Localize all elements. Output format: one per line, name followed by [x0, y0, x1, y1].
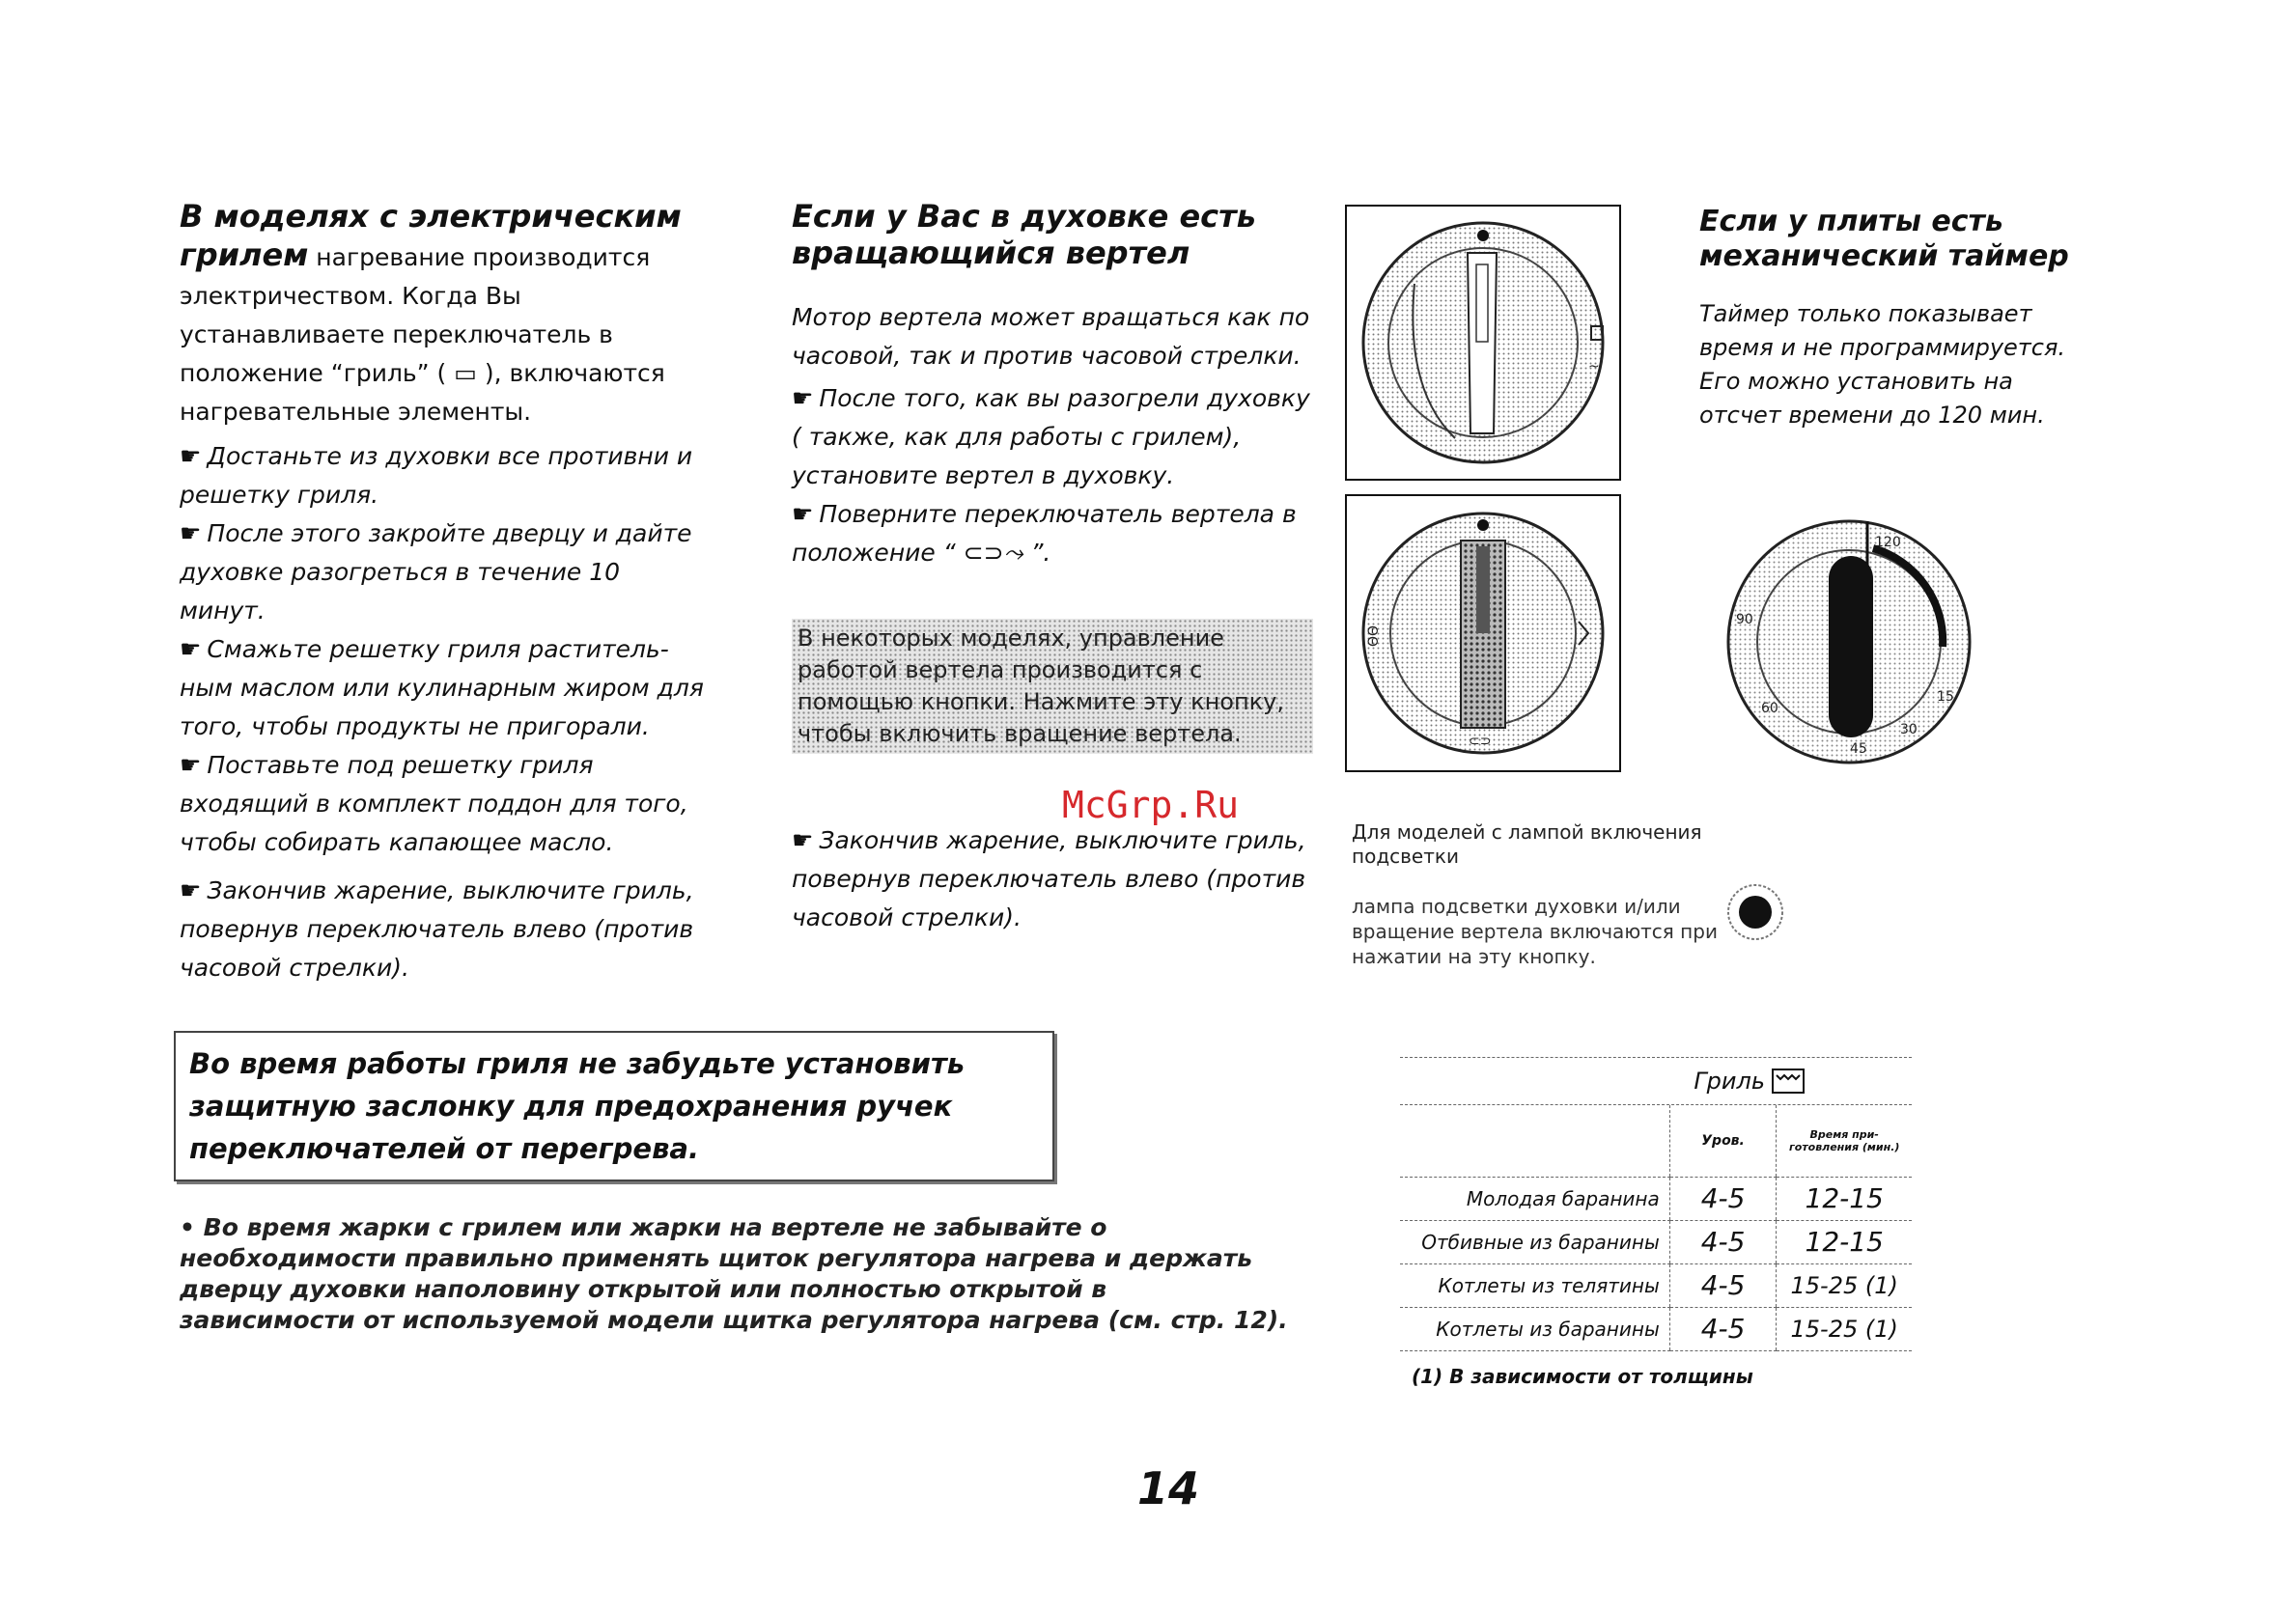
- grill-table-title: Гриль: [1694, 1068, 1765, 1095]
- timer-dial-icon: [1719, 512, 1979, 772]
- warning-box: [174, 1031, 1054, 1181]
- col1-bullet-3: ☛ Смажьте решетку гриля раститель-ным маслом или кулинарным жиром для того, чтобы продукты не пригорали.: [180, 635, 704, 740]
- table-row: Котлеты из баранины 4-5 15-25 (1): [1400, 1307, 1912, 1350]
- col2-shaded-note: В некоторых моделях, управление работой вертела производится с помощью кнопки. Нажмите эту кнопку, чтобы включить вращение вертела.: [792, 619, 1313, 754]
- timer-label-15: 15: [1937, 689, 1954, 705]
- grill-table-header: [1400, 1058, 1912, 1105]
- pointing-hand-icon: ☛: [180, 751, 202, 779]
- col1-bullet-4: ☛ Поставьте под решетку гриля входящий в комплект поддон для того, чтобы собирать капающее масло.: [180, 751, 688, 856]
- timer-label-90: 90: [1736, 612, 1753, 627]
- col1-bullet-5: ☛ Закончив жарение, выключите гриль, повернув переключатель влево (против часовой стрелки).: [180, 876, 694, 982]
- warning-text: Во время работы гриля не забудьте установить защитную заслонку для предохранения ручек переключателей от перегрева.: [189, 1047, 966, 1165]
- grill-table-footnote: (1) В зависимости от толщины: [1412, 1364, 1753, 1388]
- col2-bullet-1: ☛ После того, как вы разогрели духовку ( также, как для работы с грилем), установите вертел в духовку.: [792, 384, 1310, 489]
- col4-title: Если у плиты есть механический таймер: [1699, 205, 2069, 273]
- col2-bullet-2: ☛ Поверните переключатель вертела в положение “ ⊂⊃⤳ ”.: [792, 500, 1297, 567]
- grill-table-container: [1400, 1057, 1912, 1388]
- grill-table: [1400, 1105, 1912, 1351]
- pointing-hand-icon: ☛: [180, 635, 202, 663]
- col4-text: Таймер только показывает время и не программируется. Его можно установить на отсчет времени до 120 мин.: [1699, 300, 2066, 429]
- rotisserie-dial-icon: [1347, 496, 1619, 770]
- table-header-row: [1400, 1105, 1912, 1177]
- grill-icon: [1771, 1068, 1806, 1095]
- column-electric-grill: [180, 198, 711, 987]
- rotisserie-selector-dial-figure: [1345, 494, 1621, 772]
- mechanical-timer-dial: [1719, 512, 1979, 772]
- lamp-title: Для моделей с лампой включения подсветки: [1352, 820, 1702, 868]
- lamp-button-icon: [1726, 883, 1784, 941]
- col2-intro: Мотор вертела может вращаться как по часовой, так и против часовой стрелки.: [792, 303, 1310, 370]
- pointing-hand-icon: ☛: [180, 519, 202, 547]
- table-row: Котлеты из телятины 4-5 15-25 (1): [1400, 1263, 1912, 1307]
- timer-label-120: 120: [1875, 535, 1901, 550]
- svg-text:ΘΘ: ΘΘ: [1366, 625, 1382, 647]
- col2-title: Если у Вас в духовке есть вращающийся вертел: [792, 198, 1256, 271]
- bottom-note: • Во время жарки с грилем или жарки на вертеле не забывайте о необходимости правильно применять щиток регулятора нагрева и держать дверцу духовки наполовину открытой или полностью открытой в зависимости от используемой модели щитка регулятора нагрева (см. стр. 12).: [180, 1213, 1288, 1334]
- timer-label-30: 30: [1900, 722, 1918, 737]
- pointing-hand-icon: ☛: [792, 500, 814, 528]
- lamp-note: [1352, 820, 1777, 969]
- table-row: Молодая баранина 4-5 12-15: [1400, 1177, 1912, 1220]
- pointing-hand-icon: ☛: [180, 876, 202, 904]
- col1-lead-text: нагревание производится электричеством. Когда Вы устанавливаете переключатель в положение “гриль” ( ▭ ), включаются нагревательные элементы.: [180, 243, 665, 426]
- page-number: 14: [1137, 1462, 1200, 1514]
- timer-label-60: 60: [1761, 701, 1778, 716]
- selector-dial-icon: [1347, 207, 1619, 479]
- column-mechanical-timer: [1699, 205, 2095, 432]
- watermark: McGrp.Ru: [1062, 784, 1240, 826]
- pointing-hand-icon: ☛: [792, 826, 814, 854]
- col-time-header: Время при-готовления (мин.): [1777, 1105, 1912, 1177]
- svg-text:⊂⊃: ⊂⊃: [1469, 734, 1492, 749]
- timer-label-45: 45: [1850, 741, 1867, 757]
- lamp-text: лампа подсветки духовки и/или вращение вертела включаются при нажатии на эту кнопку.: [1352, 895, 1718, 968]
- column-rotisserie: [792, 198, 1313, 937]
- table-row: Отбивные из баранины 4-5 12-15: [1400, 1220, 1912, 1263]
- col1-lead-bold: грилем: [180, 236, 309, 273]
- pointing-hand-icon: ☛: [792, 384, 814, 412]
- col-level-header: Уров.: [1669, 1105, 1777, 1177]
- col1-title: В моделях с электрическим: [180, 198, 682, 235]
- col2-final-bullet: ☛ Закончив жарение, выключите гриль, повернув переключатель влево (против часовой стрелки).: [792, 826, 1306, 931]
- svg-text:~: ~: [1588, 359, 1600, 375]
- col1-bullet-2: ☛ После этого закройте дверцу и дайте духовке разогреться в течение 10 минут.: [180, 519, 692, 625]
- pointing-hand-icon: ☛: [180, 442, 202, 470]
- col1-bullet-1: ☛ Достаньте из духовки все противни и решетку гриля.: [180, 442, 693, 509]
- oven-selector-dial-figure: [1345, 205, 1621, 481]
